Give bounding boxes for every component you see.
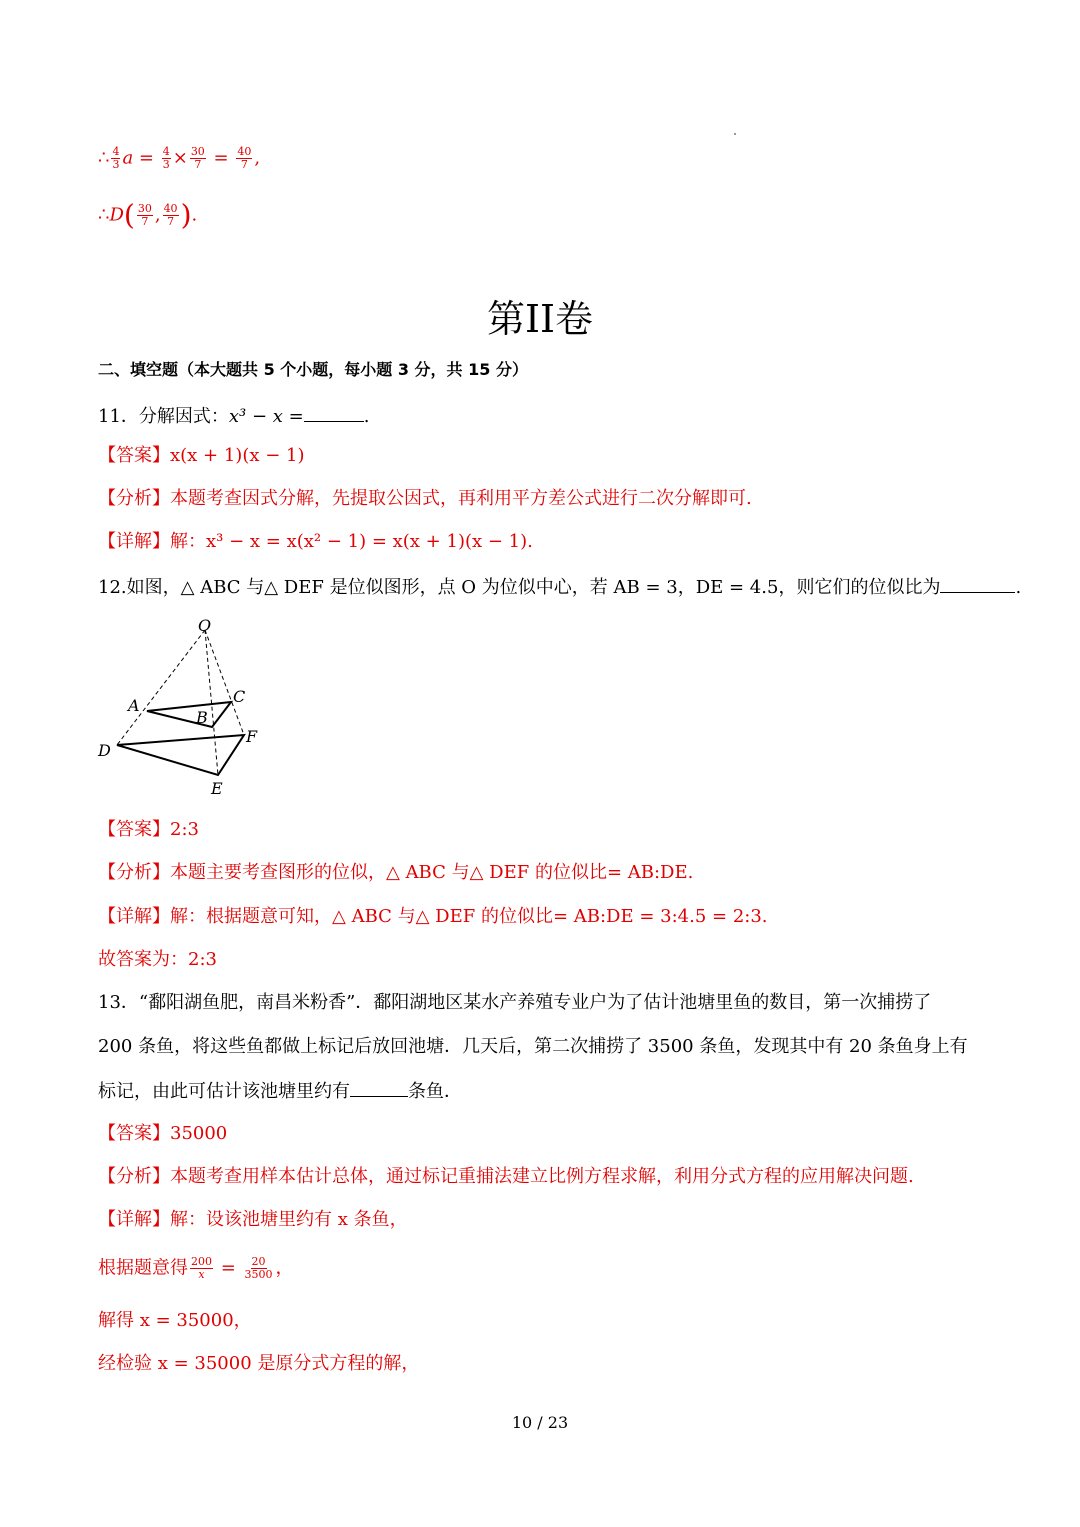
label-a: A	[128, 696, 140, 715]
fraction: $\frac{4}{3}$	[112, 145, 120, 171]
analysis-label: 【分析】	[98, 862, 170, 883]
answer-blank	[940, 574, 1015, 593]
similar-triangles-figure	[92, 612, 272, 802]
triangle-def	[117, 735, 244, 775]
q13-question-line-2: 200 条鱼，将这些鱼都做上标记后放回池塘．几天后，第二次捕捞了 3500 条鱼，发现其中有 20 条鱼身上有	[98, 1036, 968, 1057]
q12-analysis	[98, 861, 693, 885]
fraction: $\frac{20}{3500}$	[244, 1255, 273, 1281]
fraction: $\frac{30}{7}$	[137, 202, 152, 228]
analysis-label: 【分析】	[98, 488, 170, 509]
q12-detail	[98, 905, 768, 929]
answer-label: 【答案】	[98, 445, 170, 466]
analysis-label: 【分析】	[98, 1166, 170, 1187]
triangle-abc	[147, 702, 231, 727]
label-b: B	[196, 708, 208, 727]
detail-label: 【详解】	[98, 1209, 170, 1230]
detail-label: 【详解】	[98, 531, 170, 552]
solution-line-a: ∴ $\frac{4}{3}$ a = $\frac{4}{3}$ × $\frac{30}{7}$ = $\frac{40}{7}$ ,	[98, 145, 261, 171]
page-number: 10 / 23	[511, 1413, 569, 1432]
analysis-text: 本题考查用样本估计总体，通过标记重捕法建立比例方程求解，利用分式方程的应用解决问题.	[170, 1166, 914, 1187]
q11-analysis	[98, 487, 752, 511]
fraction: $\frac{30}{7}$	[190, 145, 205, 171]
label-e: E	[211, 779, 223, 798]
answer-value: 35000	[170, 1123, 228, 1144]
section-title: 第II卷	[486, 297, 594, 341]
answer-label: 【答案】	[98, 819, 170, 840]
q13-question-line-1: 13．“鄱阳湖鱼肥，南昌米粉香”．鄱阳湖地区某水产养殖专业户为了估计池塘里鱼的数目，第一次捕捞了	[98, 992, 932, 1013]
therefore-symbol: ∴	[98, 204, 110, 226]
q13-answer	[98, 1122, 227, 1146]
q12-answer	[98, 818, 199, 842]
q11-question: 11．分解因式：x³ − x = .	[98, 403, 370, 429]
scan-speck	[734, 133, 736, 135]
variable: a	[122, 147, 134, 169]
label-d: D	[98, 741, 111, 760]
q13-detail	[98, 1208, 408, 1232]
solution-line-point-d: ∴D( $\frac{30}{7}$ , $\frac{40}{7}$ ).	[98, 198, 198, 232]
detail-label: 【详解】	[98, 906, 170, 927]
q11-answer	[98, 444, 305, 468]
answer-value: x(x + 1)(x − 1)	[170, 445, 305, 466]
label-o: O	[198, 616, 212, 635]
q11-detail	[98, 530, 533, 554]
q13-step-equation: 根据题意得 $\frac{200}{x}$ = $\frac{20}{3500}$ ，	[98, 1255, 294, 1281]
label-c: C	[233, 687, 246, 706]
therefore-symbol: ∴	[98, 147, 110, 169]
q13-analysis	[98, 1165, 914, 1189]
answer-label: 【答案】	[98, 1123, 170, 1144]
analysis-text: 本题考查因式分解，先提取公因式，再利用平方差公式进行二次分解即可.	[170, 488, 752, 509]
fraction: $\frac{40}{7}$	[237, 145, 252, 171]
answer-blank	[350, 1078, 408, 1097]
analysis-text: 本题主要考查图形的位似，△ ABC 与△ DEF 的位似比= AB:DE.	[170, 862, 694, 883]
q12-question: 12.如图，△ ABC 与△ DEF 是位似图形，点 O 为位似中心，若 AB = 3，DE = 4.5，则它们的位似比为 .	[98, 574, 1021, 600]
answer-blank	[304, 403, 364, 422]
detail-text: 解：x³ − x = x(x² − 1) = x(x + 1)(x − 1).	[170, 531, 533, 552]
detail-text: 解：根据题意可知，△ ABC 与△ DEF 的位似比= AB:DE = 3:4.5 = 2:3.	[170, 906, 768, 927]
fraction: $\frac{4}{3}$	[162, 145, 170, 171]
label-f: F	[246, 727, 258, 746]
q13-question-line-3: 标记，由此可估计该池塘里约有 条鱼．	[98, 1078, 462, 1104]
answer-value: 2:3	[170, 819, 199, 840]
q13-step-solve: 解得 x = 35000，	[98, 1310, 252, 1331]
point-label: D	[109, 204, 124, 226]
fraction: $\frac{40}{7}$	[163, 202, 178, 228]
section-heading: 二、填空题（本大题共 5 个小题，每小题 3 分，共 15 分）	[98, 360, 528, 379]
detail-text: 解：设该池塘里约有 x 条鱼，	[170, 1209, 408, 1230]
fraction: $\frac{200}{x}$	[191, 1255, 212, 1281]
q13-step-check: 经检验 x = 35000 是原分式方程的解，	[98, 1353, 420, 1374]
q12-conclusion: 故答案为：2:3	[98, 949, 217, 970]
